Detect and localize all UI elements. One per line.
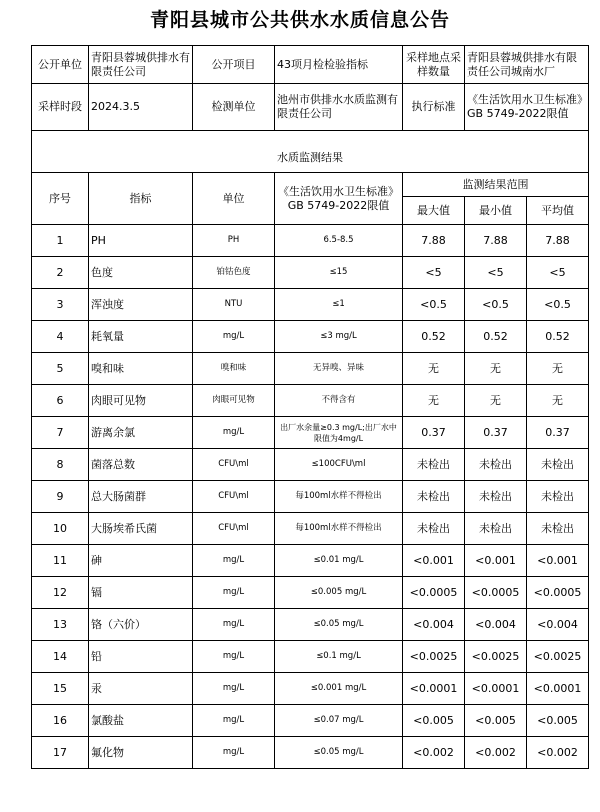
cell-unit: mg/L <box>193 577 275 609</box>
info-row-2 <box>32 84 589 131</box>
cell-limit: ≤0.05 mg/L <box>275 609 403 641</box>
page-title: 青阳县城市公共供水水质信息公告 <box>149 9 450 31</box>
cell-limit: ≤15 <box>275 257 403 289</box>
cell-avg: 无 <box>527 353 589 385</box>
table-row <box>32 737 589 769</box>
table-row <box>32 417 589 449</box>
cell-max: 未检出 <box>403 513 465 545</box>
spacer-row <box>32 131 589 145</box>
cell-seq: 17 <box>32 737 89 769</box>
header-max: 最大值 <box>403 197 465 225</box>
cell-max: 0.52 <box>403 321 465 353</box>
table-row <box>32 641 589 673</box>
sampling-time-value: 2024.3.5 <box>89 84 193 131</box>
cell-indicator: 汞 <box>89 673 193 705</box>
sampling-time-label: 采样时段 <box>32 84 89 131</box>
cell-seq: 6 <box>32 385 89 417</box>
cell-min: <0.002 <box>465 737 527 769</box>
cell-seq: 1 <box>32 225 89 257</box>
cell-limit: 无异嗅、异味 <box>275 353 403 385</box>
cell-indicator: 菌落总数 <box>89 449 193 481</box>
table-row <box>32 289 589 321</box>
header-row-1 <box>32 173 589 197</box>
cell-seq: 15 <box>32 673 89 705</box>
cell-limit: ≤0.05 mg/L <box>275 737 403 769</box>
cell-avg: <0.0005 <box>527 577 589 609</box>
header-unit: 单位 <box>193 173 275 225</box>
cell-indicator: 色度 <box>89 257 193 289</box>
table-row <box>32 577 589 609</box>
cell-indicator: 砷 <box>89 545 193 577</box>
cell-min: <0.5 <box>465 289 527 321</box>
cell-avg: 未检出 <box>527 481 589 513</box>
table-row <box>32 545 589 577</box>
cell-max: <0.0005 <box>403 577 465 609</box>
cell-avg: 无 <box>527 385 589 417</box>
cell-indicator: 浑浊度 <box>89 289 193 321</box>
table-row <box>32 321 589 353</box>
sampling-place-label: 采样地点采样数量 <box>403 46 465 84</box>
cell-min: <0.001 <box>465 545 527 577</box>
cell-avg: <5 <box>527 257 589 289</box>
cell-avg: 未检出 <box>527 513 589 545</box>
cell-max: 7.88 <box>403 225 465 257</box>
cell-unit: mg/L <box>193 673 275 705</box>
cell-unit: mg/L <box>193 641 275 673</box>
cell-seq: 14 <box>32 641 89 673</box>
cell-avg: <0.001 <box>527 545 589 577</box>
cell-unit: PH <box>193 225 275 257</box>
cell-unit: mg/L <box>193 321 275 353</box>
cell-seq: 7 <box>32 417 89 449</box>
cell-limit: ≤0.01 mg/L <box>275 545 403 577</box>
cell-max: <0.0001 <box>403 673 465 705</box>
cell-avg: <0.005 <box>527 705 589 737</box>
cell-min: 未检出 <box>465 449 527 481</box>
data-rows <box>32 225 589 769</box>
cell-min: <0.0005 <box>465 577 527 609</box>
cell-min: 未检出 <box>465 481 527 513</box>
table-row <box>32 513 589 545</box>
cell-max: <0.004 <box>403 609 465 641</box>
cell-max: <0.5 <box>403 289 465 321</box>
cell-indicator: 总大肠菌群 <box>89 481 193 513</box>
cell-unit: NTU <box>193 289 275 321</box>
table-row <box>32 609 589 641</box>
cell-limit: 6.5-8.5 <box>275 225 403 257</box>
cell-min: 无 <box>465 385 527 417</box>
table-row <box>32 225 589 257</box>
cell-avg: 0.37 <box>527 417 589 449</box>
cell-min: <0.0025 <box>465 641 527 673</box>
cell-min: <5 <box>465 257 527 289</box>
table-row <box>32 673 589 705</box>
table-row <box>32 353 589 385</box>
cell-limit: 不得含有 <box>275 385 403 417</box>
cell-limit: ≤100CFU\ml <box>275 449 403 481</box>
cell-unit: 肉眼可见物 <box>193 385 275 417</box>
cell-limit: ≤0.07 mg/L <box>275 705 403 737</box>
cell-avg: 0.52 <box>527 321 589 353</box>
cell-avg: 7.88 <box>527 225 589 257</box>
cell-indicator: 氯酸盐 <box>89 705 193 737</box>
cell-max: 无 <box>403 353 465 385</box>
cell-indicator: 嗅和味 <box>89 353 193 385</box>
cell-limit: ≤0.1 mg/L <box>275 641 403 673</box>
cell-max: <0.0025 <box>403 641 465 673</box>
cell-unit: mg/L <box>193 609 275 641</box>
cell-max: <0.002 <box>403 737 465 769</box>
cell-limit: ≤1 <box>275 289 403 321</box>
cell-indicator: 铅 <box>89 641 193 673</box>
cell-indicator: 肉眼可见物 <box>89 385 193 417</box>
publisher-value: 青阳县蓉城供排水有限责任公司 <box>89 46 193 84</box>
cell-seq: 9 <box>32 481 89 513</box>
header-avg: 平均值 <box>527 197 589 225</box>
cell-indicator: 游离余氯 <box>89 417 193 449</box>
header-limit: 《生活饮用水卫生标准》GB 5749-2022限值 <box>275 173 403 225</box>
standard-label: 执行标准 <box>403 84 465 131</box>
cell-seq: 5 <box>32 353 89 385</box>
cell-seq: 16 <box>32 705 89 737</box>
cell-avg: <0.002 <box>527 737 589 769</box>
cell-avg: <0.5 <box>527 289 589 321</box>
item-value: 43项月检检验指标 <box>275 46 403 84</box>
sampling-place-value: 青阳县蓉城供排水有限责任公司城南水厂 <box>465 46 589 84</box>
publisher-label: 公开单位 <box>32 46 89 84</box>
table-row <box>32 705 589 737</box>
cell-seq: 3 <box>32 289 89 321</box>
cell-unit: mg/L <box>193 417 275 449</box>
section-title: 水质监测结果 <box>32 145 589 173</box>
cell-max: <5 <box>403 257 465 289</box>
cell-avg: <0.0025 <box>527 641 589 673</box>
cell-max: <0.001 <box>403 545 465 577</box>
cell-min: 0.52 <box>465 321 527 353</box>
cell-min: <0.005 <box>465 705 527 737</box>
cell-limit: 每100ml水样不得检出 <box>275 513 403 545</box>
cell-unit: mg/L <box>193 705 275 737</box>
cell-seq: 11 <box>32 545 89 577</box>
header-range: 监测结果范围 <box>403 173 589 197</box>
header-seq: 序号 <box>32 173 89 225</box>
section-row <box>32 145 589 173</box>
cell-seq: 13 <box>32 609 89 641</box>
cell-min: 0.37 <box>465 417 527 449</box>
cell-limit: ≤0.001 mg/L <box>275 673 403 705</box>
cell-unit: CFU\ml <box>193 449 275 481</box>
info-row-1 <box>32 46 589 84</box>
header-min: 最小值 <box>465 197 527 225</box>
cell-max: 无 <box>403 385 465 417</box>
water-quality-table <box>31 45 589 769</box>
cell-min: 未检出 <box>465 513 527 545</box>
cell-seq: 4 <box>32 321 89 353</box>
item-label: 公开项目 <box>193 46 275 84</box>
cell-max: <0.005 <box>403 705 465 737</box>
cell-indicator: 镉 <box>89 577 193 609</box>
cell-unit: CFU\ml <box>193 481 275 513</box>
cell-unit: 铂钴色度 <box>193 257 275 289</box>
header-indicator: 指标 <box>89 173 193 225</box>
cell-seq: 2 <box>32 257 89 289</box>
table-row <box>32 257 589 289</box>
cell-unit: mg/L <box>193 545 275 577</box>
cell-unit: CFU\ml <box>193 513 275 545</box>
table-row <box>32 449 589 481</box>
cell-unit: mg/L <box>193 737 275 769</box>
cell-limit: ≤0.005 mg/L <box>275 577 403 609</box>
cell-avg: <0.0001 <box>527 673 589 705</box>
cell-avg: 未检出 <box>527 449 589 481</box>
cell-min: <0.0001 <box>465 673 527 705</box>
cell-seq: 10 <box>32 513 89 545</box>
cell-avg: <0.004 <box>527 609 589 641</box>
cell-max: 0.37 <box>403 417 465 449</box>
cell-limit: 出厂水余量≥0.3 mg/L;出厂水中限值为4mg/L <box>275 417 403 449</box>
cell-max: 未检出 <box>403 481 465 513</box>
test-unit-label: 检测单位 <box>193 84 275 131</box>
cell-seq: 8 <box>32 449 89 481</box>
standard-value: 《生活饮用水卫生标准》GB 5749-2022限值 <box>465 84 589 131</box>
cell-indicator: 氟化物 <box>89 737 193 769</box>
table-row <box>32 385 589 417</box>
cell-max: 未检出 <box>403 449 465 481</box>
cell-limit: ≤3 mg/L <box>275 321 403 353</box>
cell-min: 7.88 <box>465 225 527 257</box>
spacer-cell <box>32 131 589 145</box>
table-row <box>32 481 589 513</box>
test-unit-value: 池州市供排水水质监测有限责任公司 <box>275 84 403 131</box>
cell-seq: 12 <box>32 577 89 609</box>
cell-min: <0.004 <box>465 609 527 641</box>
cell-unit: 嗅和味 <box>193 353 275 385</box>
cell-indicator: 耗氧量 <box>89 321 193 353</box>
cell-indicator: 大肠埃希氏菌 <box>89 513 193 545</box>
cell-min: 无 <box>465 353 527 385</box>
cell-indicator: PH <box>89 225 193 257</box>
cell-indicator: 铬（六价） <box>89 609 193 641</box>
cell-limit: 每100ml水样不得检出 <box>275 481 403 513</box>
